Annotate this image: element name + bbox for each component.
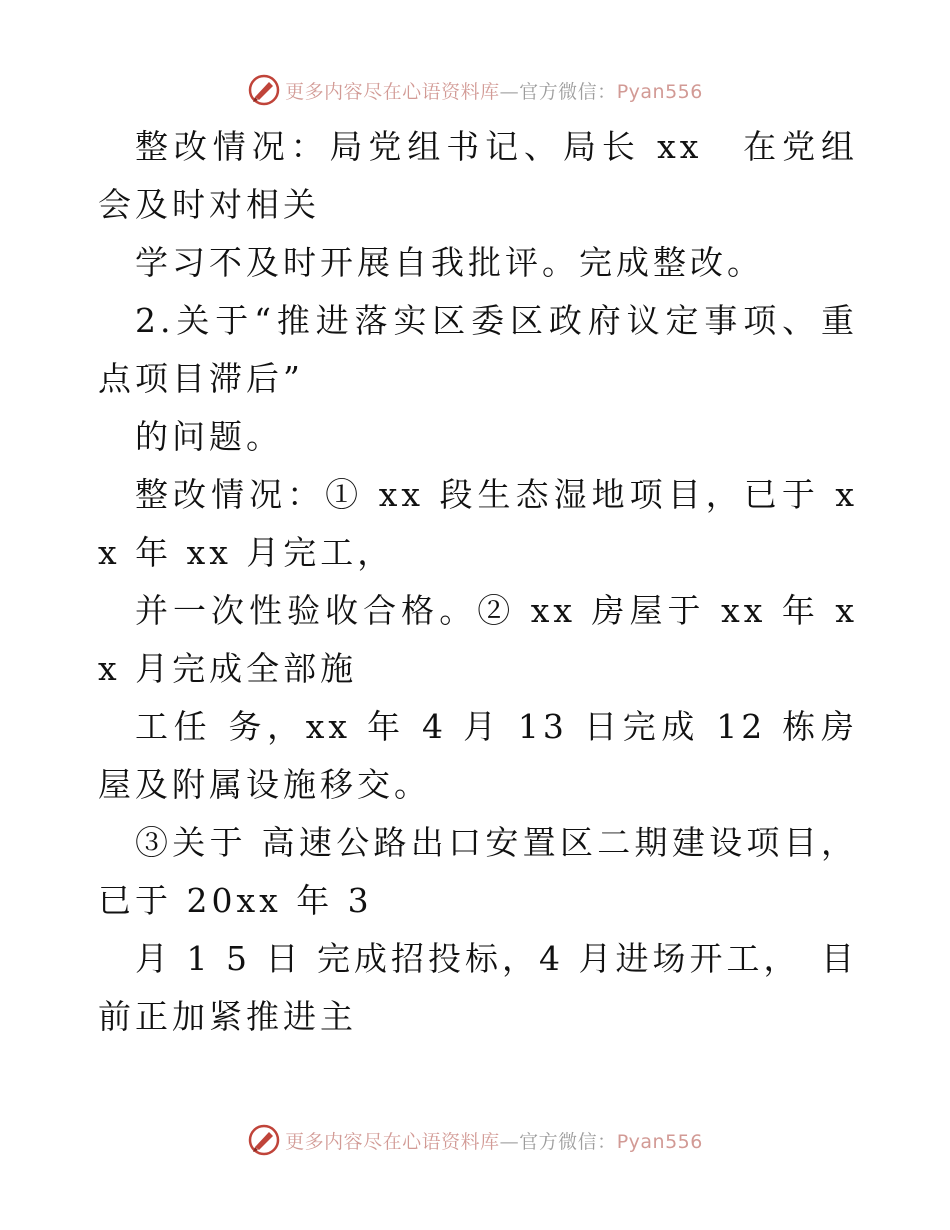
paragraph: 并一次性验收合格。② xx 房屋于 xx 年 xx 月完成全部施 <box>98 591 858 688</box>
header-banner-text <box>285 77 703 104</box>
paragraph: 的问题。 <box>135 417 283 456</box>
header-wechat-id: Pyan556 <box>616 80 703 103</box>
document-body <box>98 118 858 1046</box>
paragraph: 整改情况：局党组书记、局长 xx 在党组会及时对相关 <box>98 127 858 224</box>
footer-wechat-id: Pyan556 <box>616 1130 703 1153</box>
header-official-text: 官方微信： <box>519 80 617 103</box>
footer-dash: — <box>499 1130 520 1153</box>
footer-official-text: 官方微信： <box>519 1130 617 1153</box>
pen-logo-icon <box>247 73 281 107</box>
paragraph: ③关于 高速公路出口安置区二期建设项目，已于 20xx 年 3 <box>98 823 858 920</box>
footer-site-text: 更多内容尽在心语资料库 <box>285 1130 500 1153</box>
paragraph: 工任 务，xx 年 4 月 13 日完成 12 栋房屋及附属设施移交。 <box>98 707 858 804</box>
header-site-text: 更多内容尽在心语资料库 <box>285 80 500 103</box>
paragraph: 整改情况：① xx 段生态湿地项目，已于 xx 年 xx 月完工， <box>98 475 858 572</box>
header-banner <box>0 70 950 110</box>
footer-banner-text <box>285 1127 703 1154</box>
paragraph: 学习不及时开展自我批评。完成整改。 <box>135 243 764 282</box>
paragraph: 2.关于“推进落实区委区政府议定事项、重点项目滞后” <box>98 301 858 398</box>
paragraph: 月 1 5 日 完成招投标，4 月进场开工， 目前正加紧推进主 <box>98 939 858 1036</box>
pen-logo-icon <box>247 1123 281 1157</box>
header-dash: — <box>499 80 520 103</box>
footer-banner <box>0 1120 950 1160</box>
